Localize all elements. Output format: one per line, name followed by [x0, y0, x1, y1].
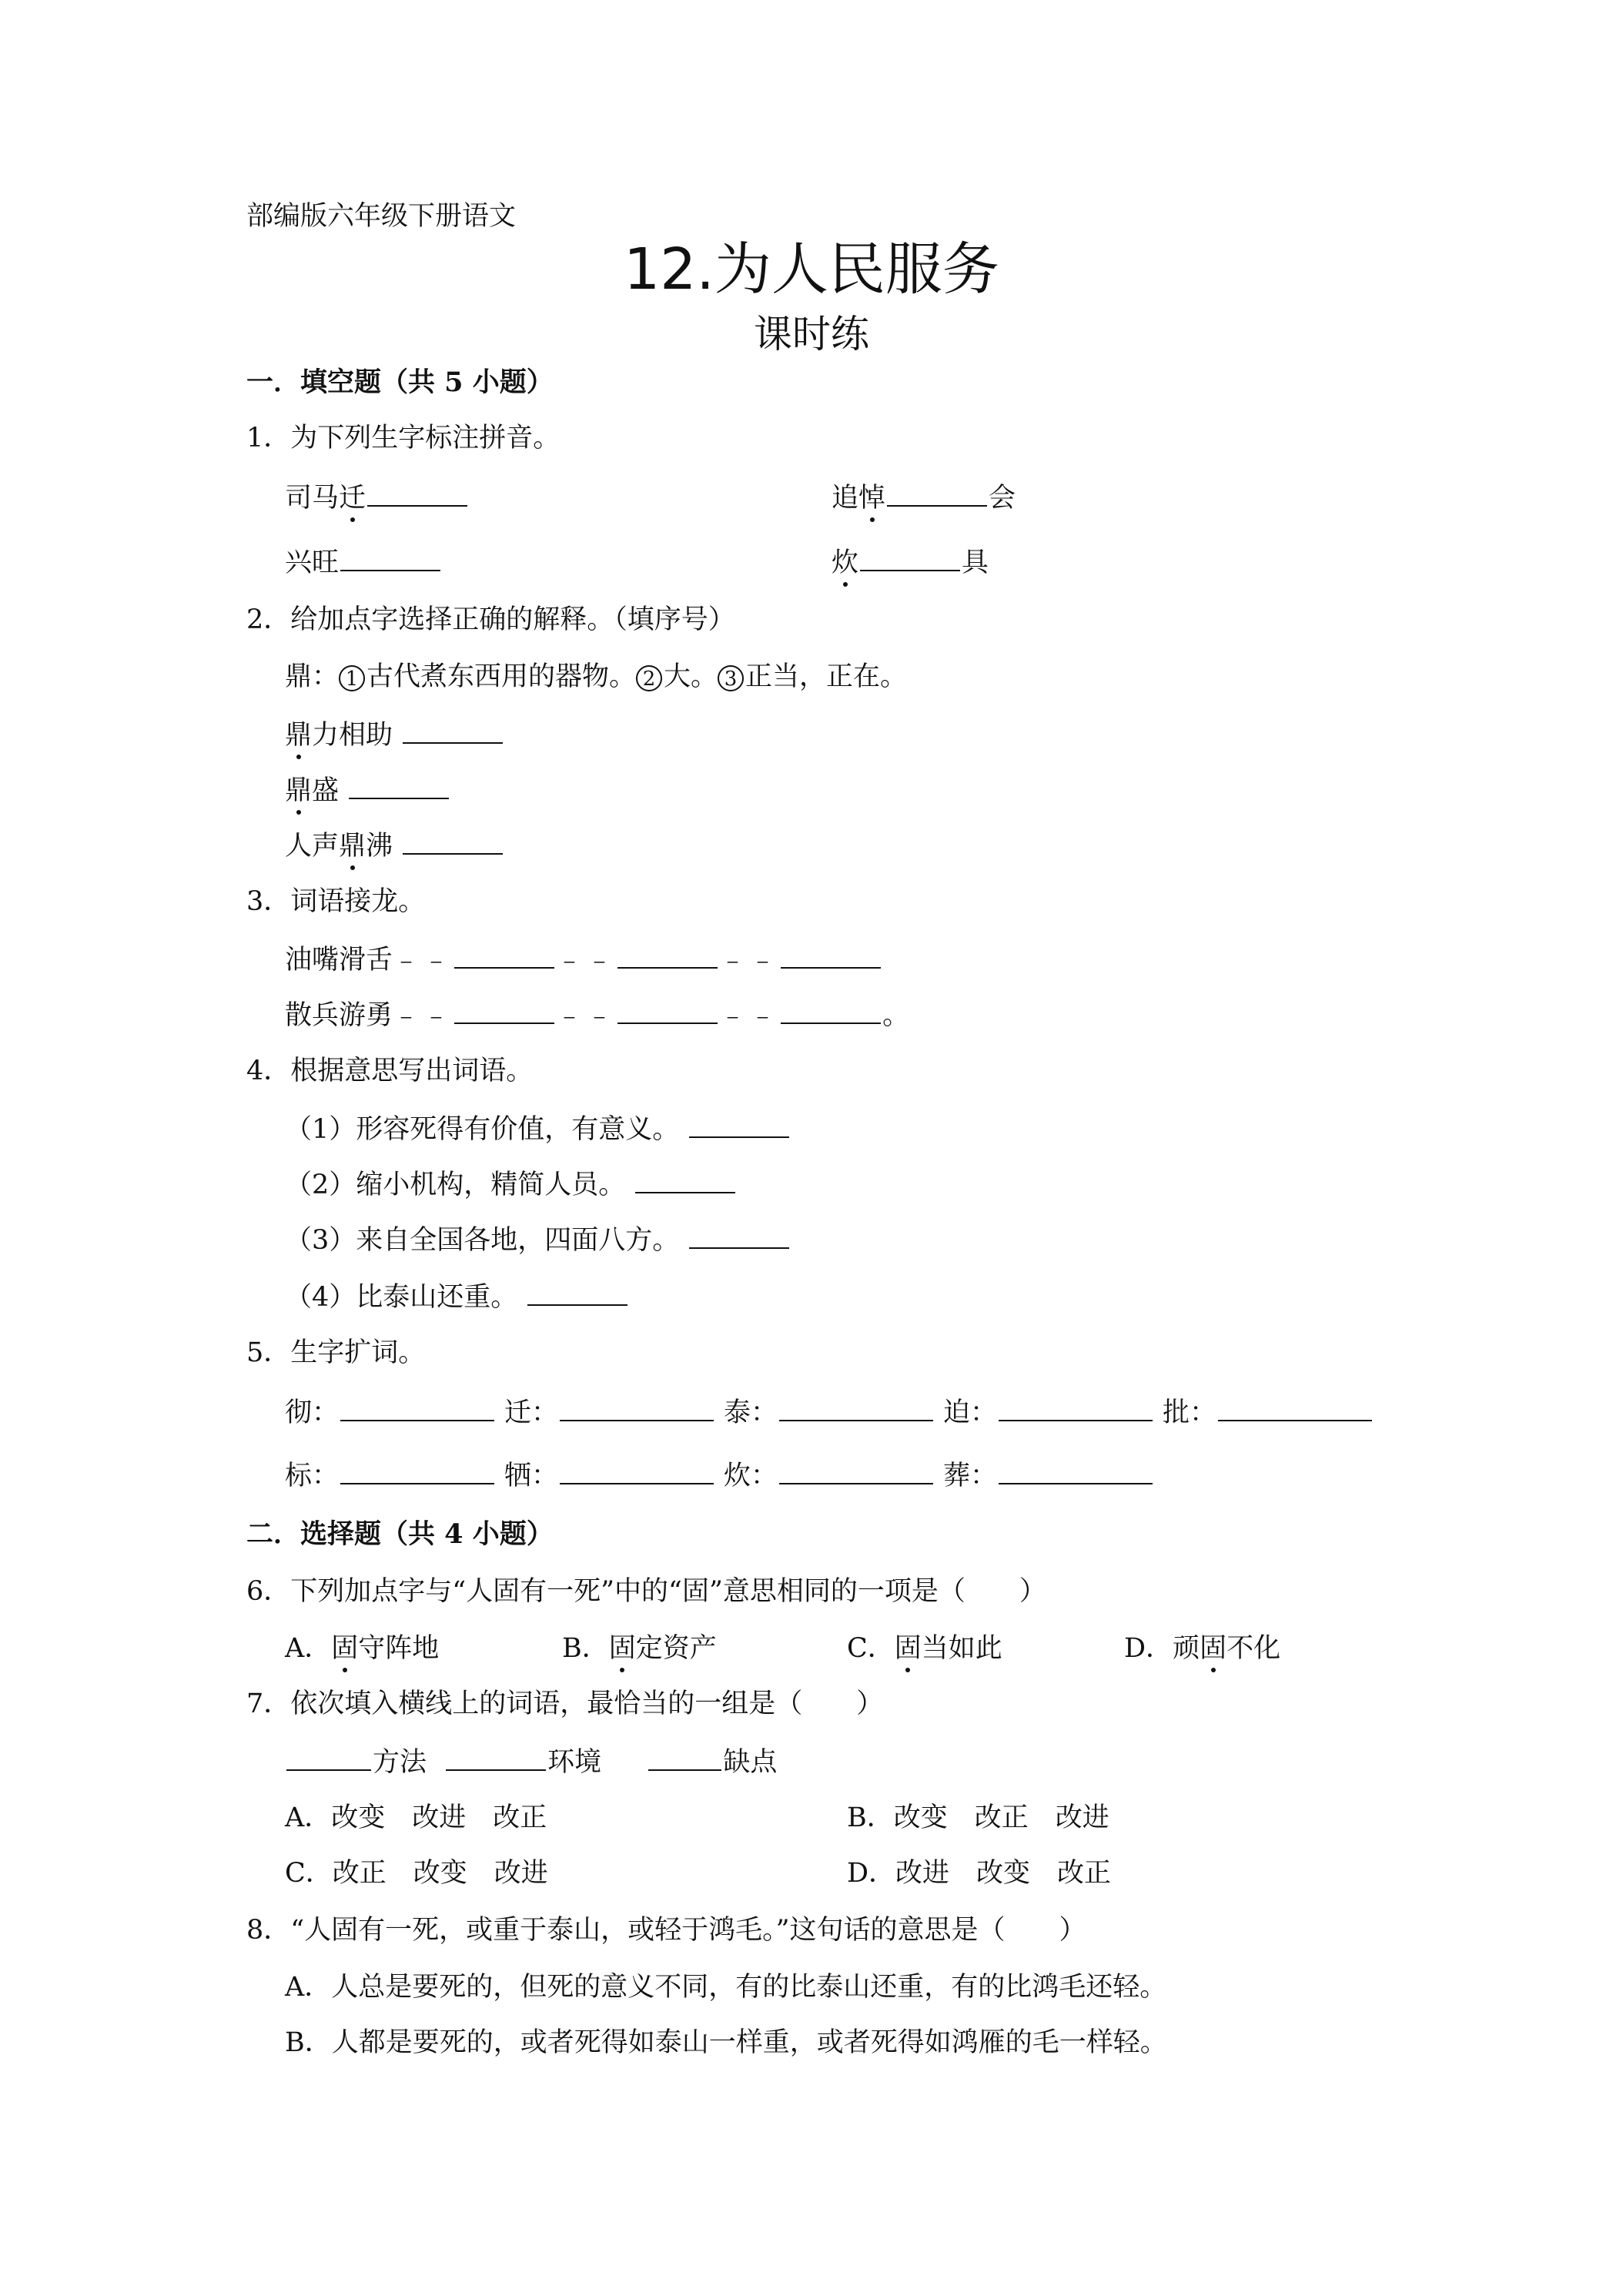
q2-item-3: 人声鼎沸: [285, 827, 504, 864]
q5-row-1: 彻：: [285, 1394, 496, 1431]
q3-blank-6[interactable]: [781, 996, 881, 1024]
q4-blank-2[interactable]: [635, 1166, 735, 1193]
section-1-heading: 一．填空题（共 5 小题）: [246, 366, 554, 398]
q2-prompt: 2．给加点字选择正确的解释。（填序号）: [246, 604, 735, 635]
q5-blank-7[interactable]: [560, 1457, 714, 1484]
q3-blank-1[interactable]: [454, 941, 554, 969]
q7-option-d[interactable]: D．改进 改变 改正: [847, 1858, 1112, 1889]
q4-blank-3[interactable]: [689, 1221, 789, 1249]
q3-row-2: 散兵游勇﹣﹣ ﹣﹣ ﹣﹣ 。: [285, 996, 909, 1033]
q4-prompt: 4．根据意思写出词语。: [246, 1056, 534, 1086]
q3-row-1: 油嘴滑舌﹣﹣ ﹣﹣ ﹣﹣: [285, 941, 882, 978]
q1-word-3: 兴旺: [285, 544, 442, 581]
q5-blank-1[interactable]: [340, 1394, 494, 1421]
q1-blank-4[interactable]: [860, 544, 960, 571]
q6-option-b[interactable]: B．固定资产: [562, 1631, 717, 1666]
q5-item-5: 批：: [1163, 1394, 1374, 1431]
q5-blank-9[interactable]: [999, 1457, 1153, 1484]
q2-definitions: 鼎： 1 古代煮东西用的器物。 2 大。 3 正当，正在。: [285, 661, 908, 692]
q5-blank-4[interactable]: [999, 1394, 1153, 1421]
q5-item-3: 泰：: [724, 1394, 935, 1431]
q7-blank-3[interactable]: [648, 1743, 721, 1771]
q4-item-1: （1）形容死得有价值，有意义。: [285, 1110, 791, 1147]
q4-blank-1[interactable]: [689, 1110, 789, 1138]
q8-prompt: 8．“人固有一死，或重于泰山，或轻于鸿毛。”这句话的意思是（ ）: [246, 1915, 1086, 1946]
q4-blank-4[interactable]: [527, 1278, 627, 1306]
q5-item-4: 迫：: [943, 1394, 1154, 1431]
q5-blank-2[interactable]: [560, 1394, 714, 1421]
circled-number-3: 3: [718, 665, 744, 691]
q8-option-b[interactable]: B．人都是要死的，或者死得如泰山一样重，或者死得如鸿雁的毛一样轻。: [285, 2027, 1167, 2058]
page-title: 12.为人民服务: [624, 236, 999, 303]
q7-option-a[interactable]: A．改变 改进 改正: [285, 1802, 547, 1833]
q5-prompt: 5．生字扩词。: [246, 1337, 426, 1368]
q5-item-7: 牺：: [504, 1457, 715, 1494]
q3-blank-4[interactable]: [454, 996, 554, 1024]
page-subtitle: 课时练: [754, 312, 869, 356]
q5-blank-6[interactable]: [340, 1457, 494, 1484]
q6-option-a[interactable]: A．固守阵地: [285, 1631, 439, 1666]
q7-fill-row: 方法 环境 缺点: [285, 1743, 777, 1780]
q1-blank-1[interactable]: [367, 479, 467, 507]
q2-blank-3[interactable]: [403, 827, 503, 855]
q6-option-d[interactable]: D．顽固不化: [1124, 1631, 1280, 1666]
q7-blank-2[interactable]: [446, 1743, 546, 1771]
q1-blank-3[interactable]: [340, 544, 440, 571]
q7-blank-1[interactable]: [286, 1743, 371, 1771]
q7-prompt: 7．依次填入横线上的词语，最恰当的一组是（ ）: [246, 1689, 884, 1719]
q6-prompt: 6．下列加点字与“人固有一死”中的“固”意思相同的一项是（ ）: [246, 1576, 1046, 1607]
q3-blank-2[interactable]: [617, 941, 718, 969]
q1-prompt: 1．为下列生字标注拼音。: [246, 423, 561, 454]
q1-word-4: 炊 具: [832, 544, 989, 581]
q5-item-6: 标：: [285, 1457, 496, 1494]
q3-prompt: 3．词语接龙。: [246, 886, 426, 917]
q2-item-1: 鼎力相助: [285, 716, 504, 753]
q5-blank-8[interactable]: [779, 1457, 933, 1484]
q1-blank-2[interactable]: [887, 479, 987, 507]
q4-item-2: （2）缩小机构，精简人员。: [285, 1166, 737, 1203]
q7-option-b[interactable]: B．改变 改正 改进: [847, 1802, 1109, 1833]
q4-item-4: （4）比泰山还重。: [285, 1278, 629, 1315]
series-label: 部编版六年级下册语文: [246, 201, 517, 232]
q5-blank-5[interactable]: [1218, 1394, 1372, 1421]
q5-item-9: 葬：: [943, 1457, 1154, 1494]
q6-option-c[interactable]: C．固当如此: [847, 1631, 1002, 1666]
q7-option-c[interactable]: C．改正 改变 改进: [285, 1858, 548, 1889]
q4-item-3: （3）来自全国各地，四面八方。: [285, 1221, 791, 1258]
circled-number-2: 2: [636, 665, 662, 691]
q2-blank-2[interactable]: [349, 771, 449, 799]
q1-word-1: 司马迁: [285, 479, 469, 516]
q3-blank-3[interactable]: [781, 941, 881, 969]
q5-item-8: 炊：: [724, 1457, 935, 1494]
q1-word-2: 追悼 会: [832, 479, 1016, 516]
q3-blank-5[interactable]: [617, 996, 718, 1024]
q5-blank-3[interactable]: [779, 1394, 933, 1421]
circled-number-1: 1: [339, 665, 365, 691]
q5-item-2: 迁：: [504, 1394, 715, 1431]
q2-blank-1[interactable]: [403, 716, 503, 744]
q8-option-a[interactable]: A．人总是要死的，但死的意义不同，有的比泰山还重，有的比鸿毛还轻。: [285, 1972, 1167, 2003]
section-2-heading: 二．选择题（共 4 小题）: [246, 1518, 554, 1550]
q2-item-2: 鼎盛: [285, 771, 450, 808]
